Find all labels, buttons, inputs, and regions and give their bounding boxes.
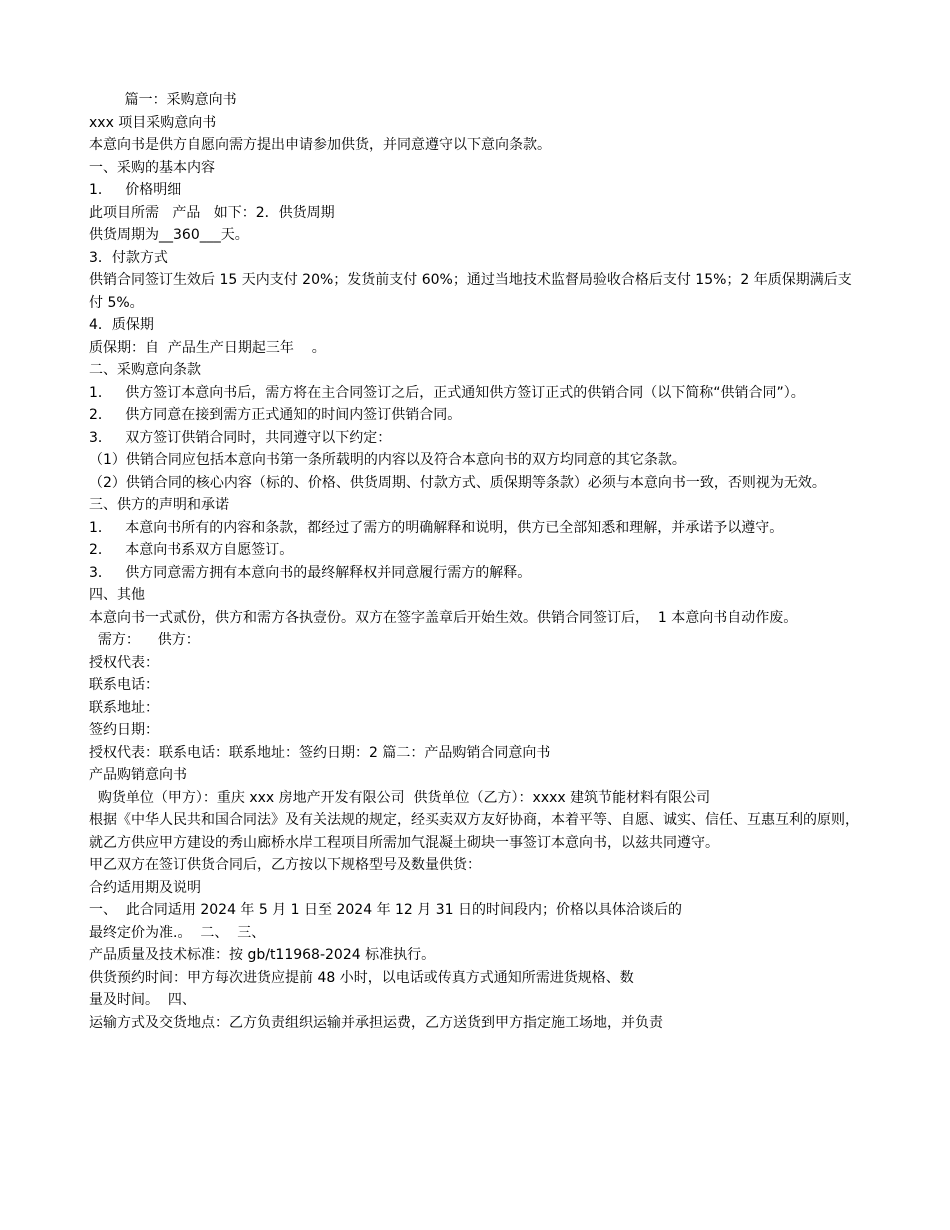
paragraph: 量及时间。 四、 [89,992,196,1008]
document-title: xxx 项目采购意向书 [89,114,217,131]
list-item: 2． 供方同意在接到需方正式通知的时间内签订供销合同。 [89,407,462,423]
paragraph: 根据《中华人民共和国合同法》及有关法规的规定，经买卖双方友好协商，本着平等、自愿、诚实、信任、互惠互利的原则，就乙方供应甲方建设的秀山廊桥水岸工程项目所需加气混凝土砌块一事签订本意向书，以兹共同遵守。 [89,812,859,851]
intro-paragraph: 本意向书是供方自愿向需方提出申请参加供货，并同意遵守以下意向条款。 [89,137,551,153]
section-heading: 二、采购意向条款 [89,362,201,378]
parties-line: 购货单位（甲方）：重庆 xxx 房地产开发有限公司 供货单位（乙方）：xxxx 建筑节能材料有限公司 [89,789,711,806]
list-item: 4．质保期 [89,317,154,333]
list-item: 3． 双方签订供销合同时，共同遵守以下约定： [89,429,392,446]
sub-item: （2）供销合同的核心内容（标的、价格、供货周期、付款方式、质保期等条款）必须与本意向书一致，否则视为无效。 [89,474,826,491]
document-title: 产品购销意向书 [89,767,187,783]
section-heading: 合约适用期及说明 [89,879,201,896]
list-item: 2． 本意向书系双方自愿签订。 [89,542,294,558]
paragraph: 供货预约时间：甲方每次进货应提前 48 小时，以电话或传真方式通知所需进货规格、数 [89,969,634,986]
paragraph: 最终定价为准.。 二、 三、 [89,924,266,941]
section-heading: 四、其他 [89,587,145,603]
paragraph: 授权代表：联系电话：联系地址：签约日期：2 篇二：产品购销合同意向书 [89,744,551,761]
document-page [89,89,864,1034]
list-item: 3． 供方同意需方拥有本意向书的最终解释权并同意履行需方的解释。 [89,564,532,581]
sub-item: （1）供销合同应包括本意向书第一条所载明的内容以及符合本意向书的双方均同意的其它条款。 [89,452,686,468]
signature-parties: 需方： 供方： [89,632,200,648]
section-heading: 一、采购的基本内容 [89,159,215,176]
signature-field: 联系电话： [89,677,159,693]
list-item: 1． 供方签订本意向书后，需方将在主合同签订之后，正式通知供方签订正式的供销合同（以下简称“供销合同”）。 [89,384,805,401]
signature-field: 授权代表： [89,654,159,671]
paragraph: 本意向书一式贰份，供方和需方各执壹份。双方在签字盖章后开始生效。供销合同签订后， 1 本意向书自动作废。 [89,609,798,626]
section-heading-part-one: 篇一：采购意向书 [89,92,237,108]
paragraph: 产品质量及技术标准：按 gb/t11968-2024 标准执行。 [89,947,436,963]
list-item: 1． 价格明细 [89,182,182,198]
list-item: 1． 本意向书所有的内容和条款，都经过了需方的明确解释和说明，供方已全部知悉和理解，并承诺予以遵守。 [89,519,784,536]
signature-field: 签约日期： [89,722,159,738]
payment-paragraph: 供销合同签订生效后 15 天内支付 20%；发货前支付 60%；通过当地技术监督局验收合格后支付 15%；2 年质保期满后支付 5%。 [89,272,852,311]
paragraph: 质保期：自 产品生产日期起三年 。 [89,339,326,356]
paragraph: 甲乙双方在签订供货合同后，乙方按以下规格型号及数量供货： [89,857,481,873]
paragraph: 供货周期为__360___天。 [89,227,249,243]
paragraph: 运输方式及交货地点：乙方负责组织运输并承担运费，乙方送货到甲方指定施工场地，并负责 [89,1014,663,1031]
list-item: 3．付款方式 [89,249,168,266]
paragraph: 此项目所需 产品 如下：2．供货周期 [89,204,335,221]
paragraph: 一、 此合同适用 2024 年 5 月 1 日至 2024 年 12 月 31 日的时间段内；价格以具体洽谈后的 [89,902,683,918]
section-heading: 三、供方的声明和承诺 [89,497,229,513]
signature-field: 联系地址： [89,699,159,716]
